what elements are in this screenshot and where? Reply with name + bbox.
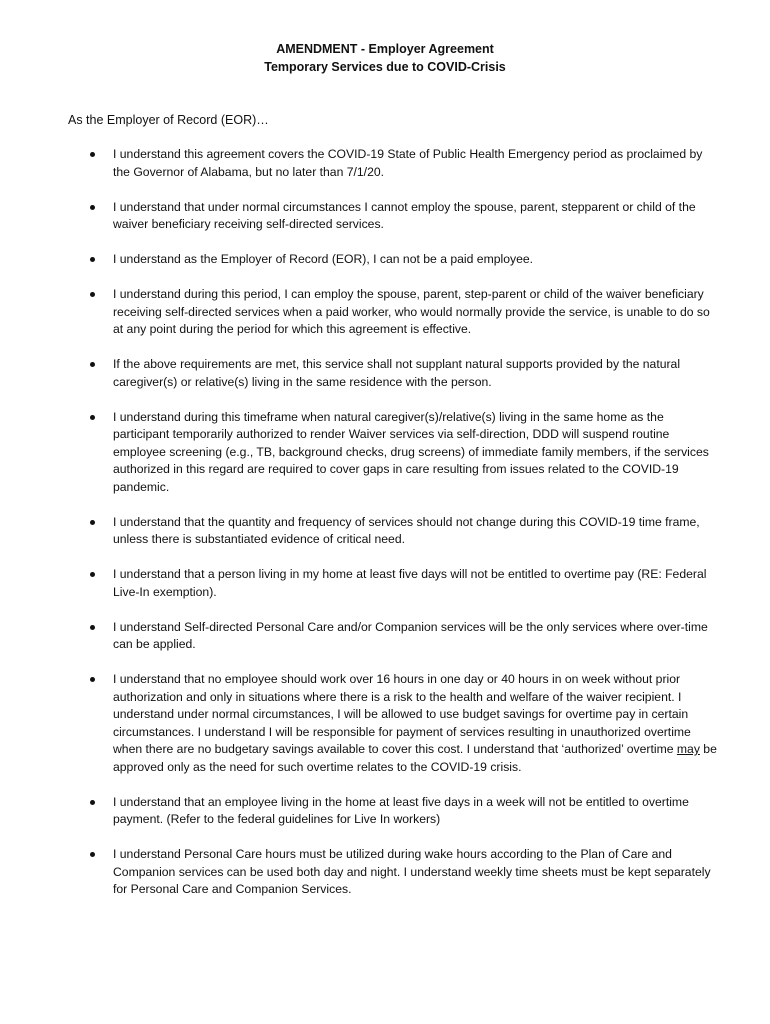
- bullet-text: I understand during this timeframe when natural caregiver(s)/relative(s) living in the same home as the participant temporarily authorized to render Waiver services via self-direction, DDD will suspend routine employee screening (e.g., TB, background checks, drug screens) of immediate family members, if the services authorized in this regard are required to cover gaps in care resulting from issues related to the COVID-19 pandemic.: [113, 409, 709, 494]
- bullet-dot-icon: [90, 292, 95, 297]
- bullet-item: [68, 146, 718, 181]
- bullet-item: [68, 514, 718, 549]
- document-title: AMENDMENT - Employer Agreement: [276, 42, 494, 56]
- bullet-item: [68, 199, 718, 234]
- underlined-word: may: [676, 742, 700, 756]
- bullet-dot-icon: [90, 415, 95, 420]
- bullet-text: I understand that a person living in my home at least five days will not be entitled to overtime pay (RE: Federal Live-In exemption).: [113, 567, 707, 599]
- document-subtitle: Temporary Services due to COVID-Crisis: [264, 60, 506, 74]
- bullet-dot-icon: [90, 572, 95, 577]
- overtime-text-before: I understand that no employee should work over 16 hours in one day or 40 hours in on week without prior authorization and only in situations where there is a risk to the health and welfare of the waiver recipient. I understand under normal circumstances, I will be allowed to use budget savings for overtime pay in certain circumstances. I understand I will be responsible for payment of services resulting in unauthorized overtime when there are no budgetary savings available to cover this cost. I understand that ‘authorized’ overtime: [113, 672, 691, 756]
- bullet-text: I understand Personal Care hours must be utilized during wake hours according to the Plan of Care and Companion services can be used both day and night. I understand weekly time sheets must be kept separately for Personal Care and Companion Services.: [113, 847, 711, 896]
- bullet-item: [68, 356, 718, 391]
- bullet-text: I understand as the Employer of Record (EOR), I can not be a paid employee.: [113, 252, 534, 266]
- bullet-item: [68, 846, 718, 899]
- bullet-item: [68, 286, 718, 339]
- bullet-dot-icon: [90, 152, 95, 157]
- bullet-text: I understand during this period, I can employ the spouse, parent, step-parent or child of the waiver beneficiary receiving self-directed services when a paid worker, who would normally provide the service, is unable to do so at any point during the period for which this agreement is effective.: [113, 287, 710, 336]
- bullet-text: I understand Self-directed Personal Care and/or Companion services will be the only services where over-time can be applied.: [113, 619, 708, 651]
- bullet-text: I understand that the quantity and frequency of services should not change during this COVID-19 time frame, unless there is substantiated evidence of critical need.: [113, 514, 700, 546]
- bullet-dot-icon: [90, 800, 95, 805]
- bullet-item: [68, 409, 718, 497]
- bullet-text: [113, 671, 718, 776]
- intro-text: As the Employer of Record (EOR)…: [68, 113, 269, 127]
- bullet-dot-icon: [90, 520, 95, 525]
- bullet-dot-icon: [90, 852, 95, 857]
- agreement-bullet-list: [68, 146, 718, 916]
- bullet-dot-icon: [90, 362, 95, 367]
- bullet-dot-icon: [90, 205, 95, 210]
- bullet-text: I understand that an employee living in the home at least five days in a week will not be entitled to overtime payment. (Refer to the federal guidelines for Live In workers): [113, 794, 689, 826]
- bullet-item: [68, 619, 718, 654]
- bullet-dot-icon: [90, 677, 95, 682]
- bullet-text: I understand this agreement covers the COVID-19 State of Public Health Emergency period as proclaimed by the Governor of Alabama, but no later than 7/1/20.: [113, 147, 703, 179]
- bullet-dot-icon: [90, 625, 95, 630]
- overtime-text-after: be approved only as the need for such overtime relates to the COVID-19 crisis.: [113, 742, 717, 774]
- bullet-item: [68, 251, 718, 269]
- bullet-item: [68, 566, 718, 601]
- bullet-text: I understand that under normal circumstances I cannot employ the spouse, parent, stepparent or child of the waiver beneficiary receiving self-directed services.: [113, 199, 696, 231]
- bullet-item: [68, 794, 718, 829]
- bullet-item-overtime: [68, 671, 718, 776]
- bullet-text: If the above requirements are met, this service shall not supplant natural supports provided by the natural caregiver(s) or relative(s) living in the same residence with the person.: [113, 357, 681, 389]
- bullet-dot-icon: [90, 257, 95, 262]
